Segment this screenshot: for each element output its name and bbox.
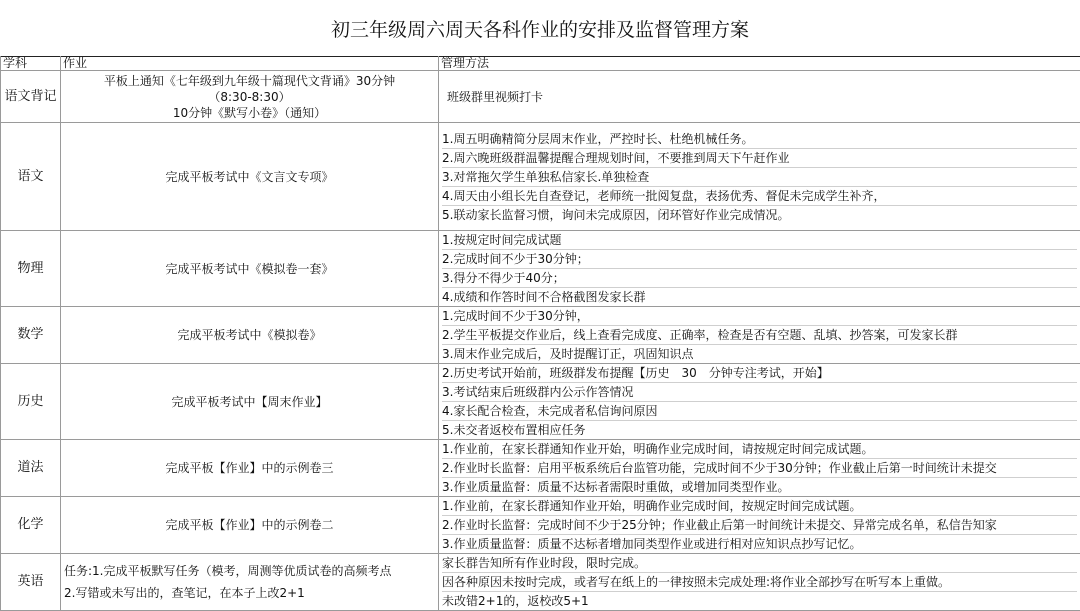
subject-cell: 化学 bbox=[1, 497, 61, 554]
method-cell bbox=[439, 71, 1080, 123]
header-row bbox=[1, 56, 1080, 71]
table-row bbox=[1, 307, 1080, 364]
method-line: 1.作业前，在家长群通知作业开始，明确作业完成时间，请按规定时间完成试题。 bbox=[442, 440, 1077, 459]
header-work: 作业 bbox=[61, 56, 439, 71]
work-line: 2.写错或未写出的，查笔记，在本子上改2+1 bbox=[64, 582, 435, 604]
table-row bbox=[1, 231, 1080, 307]
method-line: 1.完成时间不少于30分钟， bbox=[442, 307, 1077, 326]
work-line: 任务:1.完成平板默写任务（模考，周测等优质试卷的高频考点 bbox=[64, 560, 435, 582]
header-subject: 学科 bbox=[1, 56, 61, 71]
method-line: 4.周天由小组长先自查登记，老师统一批阅复盘，表扬优秀、督促未完成学生补齐， bbox=[442, 187, 1077, 206]
method-line: 3.作业质量监督：质量不达标者增加同类型作业或进行相对应知识点抄写记忆。 bbox=[442, 535, 1077, 553]
work-cell bbox=[61, 71, 439, 123]
document-title: 初三年级周六周天各科作业的安排及监督管理方案 bbox=[0, 0, 1080, 57]
method-line: 1.按规定时间完成试题 bbox=[442, 231, 1077, 250]
method-line: 未改错2+1的，返校改5+1 bbox=[442, 592, 1077, 610]
method-line: 4.成绩和作答时间不合格截图发家长群 bbox=[442, 288, 1077, 306]
method-cell bbox=[439, 231, 1080, 307]
table-row bbox=[1, 123, 1080, 231]
subject-cell: 数学 bbox=[1, 307, 61, 364]
method-line: 2.学生平板提交作业后，线上查看完成度、正确率，检查是否有空题、乱填、抄答案，可发家长群 bbox=[442, 326, 1077, 345]
method-line: 1.周五明确精简分层周末作业，严控时长、杜绝机械任务。 bbox=[442, 130, 1077, 149]
work-cell: 完成平板【作业】中的示例卷三 bbox=[61, 440, 439, 497]
method-cell bbox=[439, 123, 1080, 231]
work-line: 平板上通知《七年级到九年级十篇现代文背诵》30分钟 bbox=[64, 73, 435, 89]
homework-table bbox=[0, 56, 1080, 611]
method-line: 4.家长配合检查，未完成者私信询问原因 bbox=[442, 402, 1077, 421]
method-line: 5.未交者返校布置相应任务 bbox=[442, 421, 1077, 439]
method-line: 2.完成时间不少于30分钟； bbox=[442, 250, 1077, 269]
subject-cell: 语文背记 bbox=[1, 71, 61, 123]
subject-cell: 物理 bbox=[1, 231, 61, 307]
table-row bbox=[1, 440, 1080, 497]
work-cell bbox=[61, 554, 439, 611]
header-method: 管理方法 bbox=[439, 56, 1080, 71]
method-cell bbox=[439, 497, 1080, 554]
table-row bbox=[1, 364, 1080, 440]
method-line: 3.周末作业完成后，及时提醒订正，巩固知识点 bbox=[442, 345, 1077, 363]
subject-cell: 道法 bbox=[1, 440, 61, 497]
method-line: 5.联动家长监督习惯，询问未完成原因，闭环管好作业完成情况。 bbox=[442, 206, 1077, 224]
method-line: 2.作业时长监督：启用平板系统后台监管功能，完成时间不少于30分钟；作业截止后第一时间统计未提交 bbox=[442, 459, 1077, 478]
work-line: 10分钟《默写小卷》（通知） bbox=[64, 105, 435, 121]
method-line: 1.作业前，在家长群通知作业开始，明确作业完成时间，按规定时间完成试题。 bbox=[442, 497, 1077, 516]
method-line: 班级群里视频打卡 bbox=[447, 90, 543, 104]
work-cell: 完成平板考试中【周末作业】 bbox=[61, 364, 439, 440]
method-cell bbox=[439, 440, 1080, 497]
method-line: 因各种原因未按时完成，或者写在纸上的一律按照未完成处理:将作业全部抄写在听写本上重做。 bbox=[442, 573, 1077, 592]
work-cell: 完成平板考试中《模拟卷一套》 bbox=[61, 231, 439, 307]
method-line: 2.作业时长监督：完成时间不少于25分钟；作业截止后第一时间统计未提交、异常完成名单，私信告知家 bbox=[442, 516, 1077, 535]
method-line: 3.得分不得少于40分； bbox=[442, 269, 1077, 288]
subject-cell: 语文 bbox=[1, 123, 61, 231]
method-line: 3.作业质量监督：质量不达标者需限时重做，或增加同类型作业。 bbox=[442, 478, 1077, 496]
work-cell: 完成平板考试中《文言文专项》 bbox=[61, 123, 439, 231]
work-cell: 完成平板【作业】中的示例卷二 bbox=[61, 497, 439, 554]
work-cell: 完成平板考试中《模拟卷》 bbox=[61, 307, 439, 364]
method-line: 家长群告知所有作业时段，限时完成。 bbox=[442, 554, 1077, 573]
method-cell bbox=[439, 554, 1080, 611]
table-row bbox=[1, 497, 1080, 554]
table-row bbox=[1, 71, 1080, 123]
subject-cell: 英语 bbox=[1, 554, 61, 611]
table-row bbox=[1, 554, 1080, 611]
method-line: 2.历史考试开始前，班级群发布提醒【历史 30 分钟专注考试，开始】 bbox=[442, 364, 1077, 383]
method-cell bbox=[439, 307, 1080, 364]
method-line: 2.周六晚班级群温馨提醒合理规划时间，不要推到周天下午赶作业 bbox=[442, 149, 1077, 168]
work-line: （8:30-8:30） bbox=[64, 89, 435, 105]
method-cell bbox=[439, 364, 1080, 440]
method-line: 3.考试结束后班级群内公示作答情况 bbox=[442, 383, 1077, 402]
subject-cell: 历史 bbox=[1, 364, 61, 440]
method-line: 3.对常拖欠学生单独私信家长.单独检查 bbox=[442, 168, 1077, 187]
